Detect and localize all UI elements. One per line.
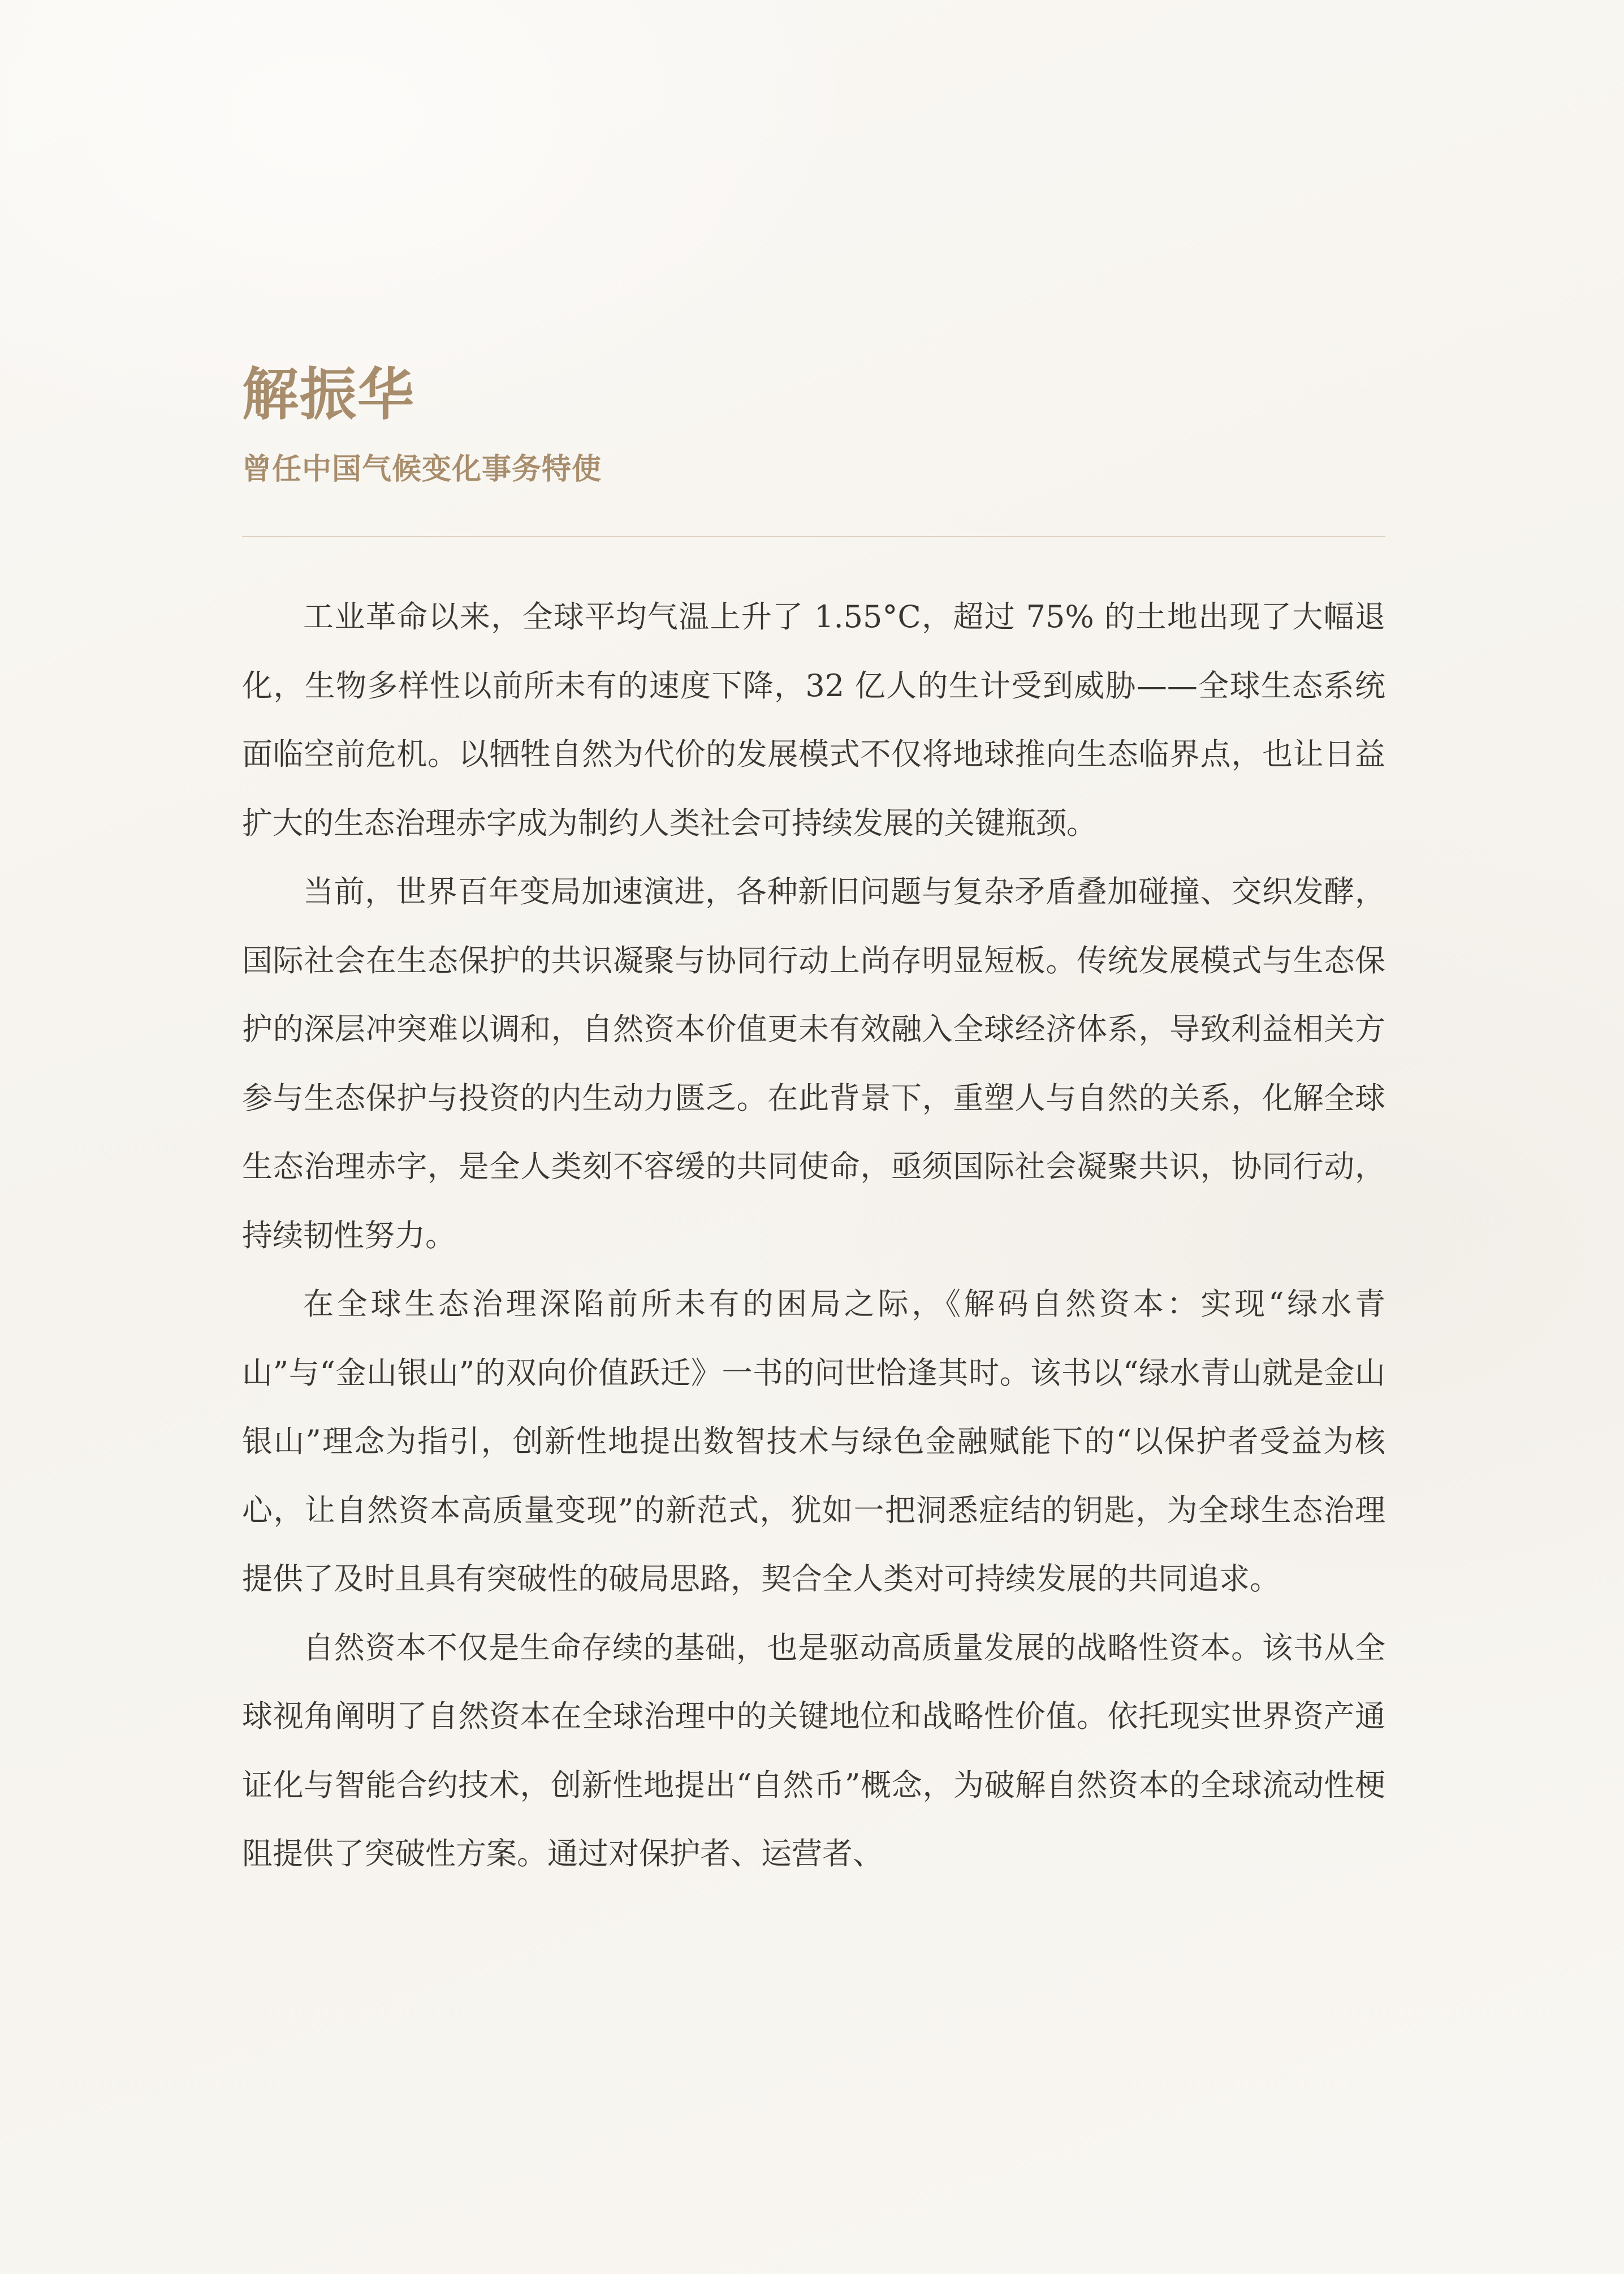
- paragraph: 在全球生态治理深陷前所未有的困局之际，《解码自然资本：实现“绿水青山”与“金山银山”的双向价值跃迁》一书的问世恰逢其时。该书以“绿水青山就是金山银山”理念为指引，创新性地提出数智技术与绿色金融赋能下的“以保护者受益为核心，让自然资本高质量变现”的新范式，犹如一把洞悉症结的钥匙，为全球生态治理提供了及时且具有突破性的破局思路，契合全人类对可持续发展的共同追求。: [242, 1286, 1385, 1596]
- paragraph: 工业革命以来，全球平均气温上升了 1.55°C，超过 75% 的土地出现了大幅退化，生物多样性以前所未有的速度下降，32 亿人的生计受到威胁——全球生态系统面临空前危机。以牺牲自然为代价的发展模式不仅将地球推向生态临界点，也让日益扩大的生态治理赤字成为制约人类社会可持续发展的关键瓶颈。: [242, 599, 1385, 841]
- author-name: 解振华: [242, 361, 415, 428]
- paragraph: 当前，世界百年变局加速演进，各种新旧问题与复杂矛盾叠加碰撞、交织发酵，国际社会在生态保护的共识凝聚与协同行动上尚存明显短板。传统发展模式与生态保护的深层冲突难以调和，自然资本价值更未有效融入全球经济体系，导致利益相关方参与生态保护与投资的内生动力匮乏。在此背景下，重塑人与自然的关系，化解全球生态治理赤字，是全人类刻不容缓的共同使命，亟须国际社会凝聚共识，协同行动，持续韧性努力。: [242, 874, 1385, 1253]
- author-title: 曾任中国气候变化事务特使: [242, 452, 602, 486]
- paragraph: 自然资本不仅是生命存续的基础，也是驱动高质量发展的战略性资本。该书从全球视角阐明了自然资本在全球治理中的关键地位和战略性价值。依托现实世界资产通证化与智能合约技术，创新性地提出“自然币”概念，为破解自然资本的全球流动性梗阻提供了突破性方案。通过对保护者、运营者、: [242, 1629, 1385, 1871]
- document-page: [242, 0, 1385, 2274]
- body-text: [242, 582, 1385, 1888]
- divider: [242, 536, 1385, 537]
